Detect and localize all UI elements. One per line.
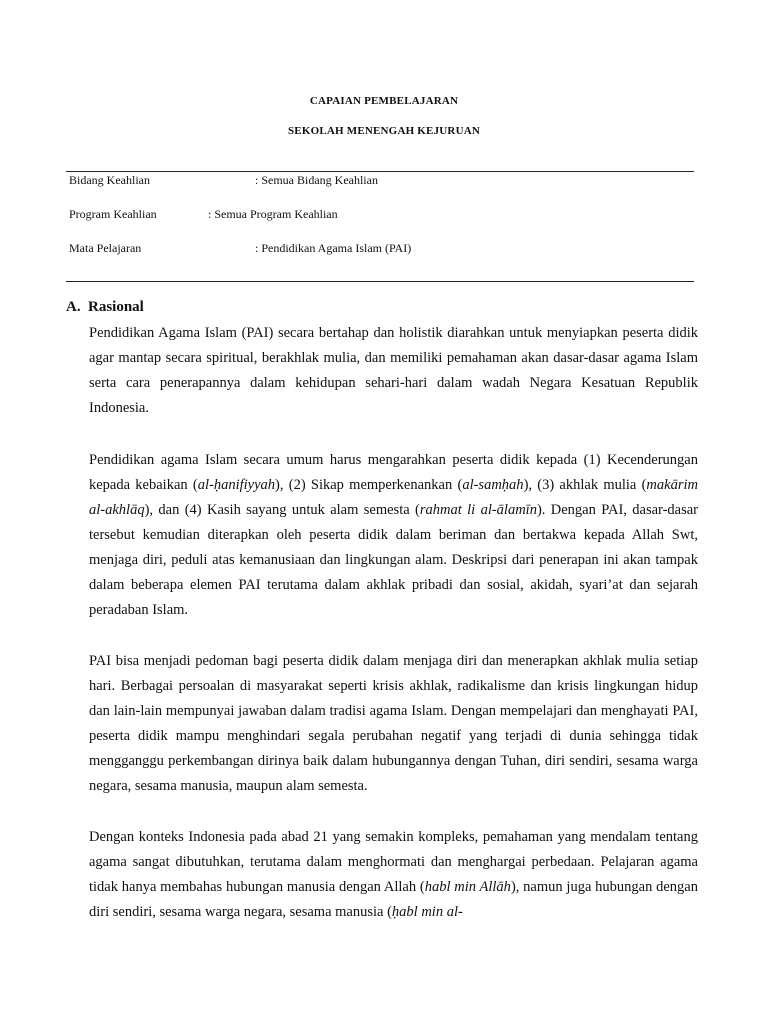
paragraph-4 — [89, 825, 698, 925]
paragraph-2-text-c: ), (3) akhlak mulia ( — [523, 477, 647, 493]
term-habl-min-allah: habl min Allāh — [424, 879, 511, 895]
paragraph-1: Pendidikan Agama Islam (PAI) secara bertahap dan holistik diarahkan untuk menyiapkan peserta didik agar mantap secara spiritual, berakhlak mulia, dan memiliki pemahaman akan dasar-dasar agama Islam serta cara penerapannya dalam kehidupan sehari-hari dalam wadah Negara Kesatuan Republik Indonesia. — [89, 325, 698, 416]
term-rahmat-li-al-alamin: rahmat li al-ālamīn — [419, 502, 537, 518]
paragraph-2 — [89, 448, 698, 623]
document-subtitle: SEKOLAH MENENGAH KEJURUAN — [287, 125, 481, 137]
paragraph-2-text-b: ), (2) Sikap memperkenankan ( — [275, 477, 463, 493]
paragraph-2-text-d: ), dan (4) Kasih sayang untuk alam semesta ( — [144, 502, 420, 518]
term-al-hanifiyyah: al-ḥanifiyyah — [197, 477, 276, 493]
bottom-divider — [66, 281, 694, 282]
term-habl-min-al: ḥabl min al- — [391, 904, 463, 920]
bidang-value: : Semua Bidang Keahlian — [255, 173, 378, 187]
bidang-label: Bidang Keahlian — [69, 173, 150, 187]
mapel-value: : Pendidikan Agama Islam (PAI) — [255, 241, 412, 255]
paragraph-3: PAI bisa menjadi pedoman bagi peserta didik dalam menjaga diri dan menerapkan akhlak mulia setiap hari. Berbagai persoalan di masyarakat seperti krisis akhlak, radikalisme dan krisis lingkungan hidup dan lain-lain mempunyai jawaban dalam tradisi agama Islam. Dengan mempelajari dan menghayati PAI, peserta didik mampu menghindari segala perubahan negatif yang terjadi di dunia sehingga tidak mengganggu perkembangan dirinya baik dalam hubungannya dengan Tuhan, diri sendiri, sesama warga negara, sesama manusia, maupun alam semesta. — [89, 653, 698, 794]
term-makarim-al-akhlaq: makārim al-akhlāq — [89, 477, 698, 518]
section-title: Rasional — [88, 299, 144, 315]
paragraph-4-text-a: Dengan konteks Indonesia pada abad 21 yang semakin kompleks, pemahaman yang mendalam tentang agama sangat dibutuhkan, terutama dalam menghormati dan menghargai perbedaan. Pelajaran agama tidak hanya membahas hubungan manusia dengan Allah ( — [89, 829, 698, 895]
program-label: Program Keahlian — [69, 207, 157, 221]
term-al-samhah: al-samḥah — [462, 477, 524, 493]
section-heading — [66, 299, 144, 316]
paragraph-2-text-a: Pendidikan agama Islam secara umum harus mengarahkan peserta didik kepada (1) Kecenderungan kepada kebaikan ( — [89, 452, 698, 493]
mapel-label: Mata Pelajaran — [69, 241, 142, 255]
document-title: CAPAIAN PEMBELAJARAN — [309, 95, 459, 107]
section-letter: A. — [66, 299, 81, 315]
paragraph-4-text-b: ), namun juga hubungan dengan diri sendiri, sesama warga negara, sesama manusia ( — [89, 879, 698, 920]
paragraph-2-text-e: ). Dengan PAI, dasar-dasar tersebut kemudian diterapkan oleh peserta didik dalam beriman dan bertakwa kepada Allah Swt, menjaga diri, peduli atas kemanusiaan dan lingkungan alam. Deskripsi dari penerapan ini akan tampak dalam beberapa elemen PAI terutama dalam akhlak pribadi dan sosial, akidah, syari’at dan sejarah peradaban Islam. — [89, 502, 698, 618]
top-divider — [66, 171, 694, 172]
program-value: : Semua Program Keahlian — [208, 207, 338, 221]
